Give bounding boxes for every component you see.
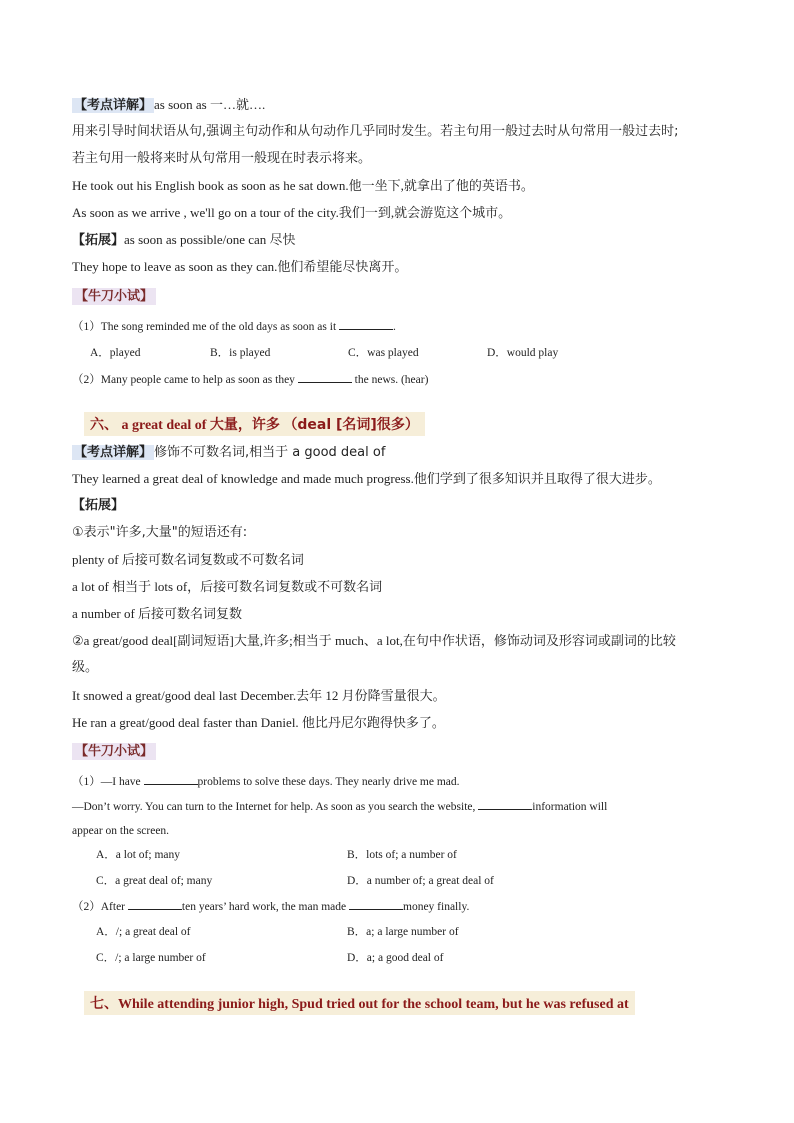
option-b[interactable]: B．a; a large number of <box>347 926 459 938</box>
question-text: （1）The song reminded me of the old days as soon as it <box>72 321 337 333</box>
section-heading-7: 七、While attending junior high, Spud tried out for the school team, but he was refused at <box>84 991 635 1015</box>
example-sentence: It snowed a great/good deal last December.去年 12 月份降雪量很大。 <box>72 688 446 703</box>
text-line: ②a great/good deal[副词短语]大量,许多;相当于 much、a lot,在句中作状语，修饰动词及形容词或副词的比较 <box>72 633 676 648</box>
option-a[interactable]: A．/; a great deal of <box>96 926 191 938</box>
answer-blank[interactable] <box>478 799 532 810</box>
extension-text: as soon as possible/one can 尽快 <box>124 232 296 247</box>
answer-blank[interactable] <box>144 774 198 785</box>
text-line: 级。 <box>72 660 99 675</box>
text-line: 用来引导时间状语从句,强调主句动作和从句动作几乎同时发生。若主句用一般过去时从句常用一般过去时; <box>72 124 679 139</box>
example-sentence: They hope to leave as soon as they can.他们希望能尽快离开。 <box>72 259 408 274</box>
example-sentence: He took out his English book as soon as he sat down.他一坐下,就拿出了他的英语书。 <box>72 178 534 193</box>
heading-note: （deal [名词]很多） <box>283 417 419 433</box>
option-c[interactable]: C．a great deal of; many <box>96 875 213 887</box>
question-text: （1）—I have <box>72 776 141 788</box>
answer-blank[interactable] <box>339 319 393 330</box>
text-line: a number of 后接可数名词复数 <box>72 606 243 621</box>
question-text: ten years’ hard work, the man made <box>181 901 347 913</box>
question-text: . <box>393 321 396 333</box>
practice-tag-line <box>72 742 156 761</box>
detail-text: 修饰不可数名词,相当于 a good deal of <box>154 445 386 460</box>
question-text: —Don’t worry. You can turn to the Internet for help. As soon as you search the website, <box>72 801 476 813</box>
answer-blank[interactable] <box>128 899 182 910</box>
option-d[interactable]: D．a; a good deal of <box>347 952 444 964</box>
question-1-end: appear on the screen. <box>72 825 170 837</box>
detail-line-1 <box>72 96 265 115</box>
example-sentence: They learned a great deal of knowledge and made much progress.他们学到了很多知识并且取得了很大进步。 <box>72 471 661 486</box>
detail-line <box>72 443 385 462</box>
question-text: （2）After <box>72 901 126 913</box>
heading-meaning: 大量，许多 <box>209 417 280 433</box>
question-text: the news. (hear) <box>354 374 429 386</box>
detail-text: as soon as 一…就…. <box>154 97 266 112</box>
question-2 <box>72 898 469 916</box>
text-line: a lot of 相当于 lots of，后接可数名词复数或不可数名词 <box>72 579 383 594</box>
extension-tag: 【拓展】 <box>72 498 125 513</box>
option-d[interactable]: D．would play <box>487 347 559 359</box>
answer-blank[interactable] <box>298 372 352 383</box>
practice-tag: 【牛刀小试】 <box>72 288 156 305</box>
question-2 <box>72 371 428 389</box>
extension-tag: 【拓展】 <box>72 233 125 248</box>
question-1 <box>72 318 396 336</box>
example-sentence: As soon as we arrive , we'll go on a tour of the city.我们一到,就会游览这个城市。 <box>72 205 512 220</box>
detail-tag: 【考点详解】 <box>74 445 153 460</box>
option-a[interactable]: A．played <box>90 347 141 359</box>
heading-phrase: a great deal of <box>121 418 207 433</box>
section-heading-6 <box>84 412 425 436</box>
question-text: （2）Many people came to help as soon as they <box>72 374 295 386</box>
example-sentence: He ran a great/good deal faster than Daniel. 他比丹尼尔跑得快多了。 <box>72 715 445 730</box>
option-d[interactable]: D．a number of; a great deal of <box>347 875 494 887</box>
text-line: 若主句用一般将来时从句常用一般现在时表示将来。 <box>72 151 372 166</box>
question-text: money finally. <box>403 901 470 913</box>
question-text: information will <box>532 801 608 813</box>
question-1 <box>72 773 460 791</box>
option-b[interactable]: B．lots of; a number of <box>347 849 457 861</box>
option-c[interactable]: C．/; a large number of <box>96 952 206 964</box>
heading-number: 六、 <box>90 417 118 433</box>
answer-blank[interactable] <box>349 899 403 910</box>
practice-tag-line <box>72 287 156 306</box>
question-text: problems to solve these days. They nearly drive me mad. <box>197 776 460 788</box>
practice-tag: 【牛刀小试】 <box>72 743 156 760</box>
option-b[interactable]: B．is played <box>210 347 271 359</box>
text-line: ①表示"许多,大量"的短语还有: <box>72 525 248 540</box>
question-1-cont <box>72 798 607 816</box>
option-a[interactable]: A．a lot of; many <box>96 849 180 861</box>
extension-line <box>72 231 296 250</box>
text-line: plenty of 后接可数名词复数或不可数名词 <box>72 552 304 567</box>
detail-tag: 【考点详解】 <box>74 98 153 113</box>
option-c[interactable]: C．was played <box>348 347 419 359</box>
